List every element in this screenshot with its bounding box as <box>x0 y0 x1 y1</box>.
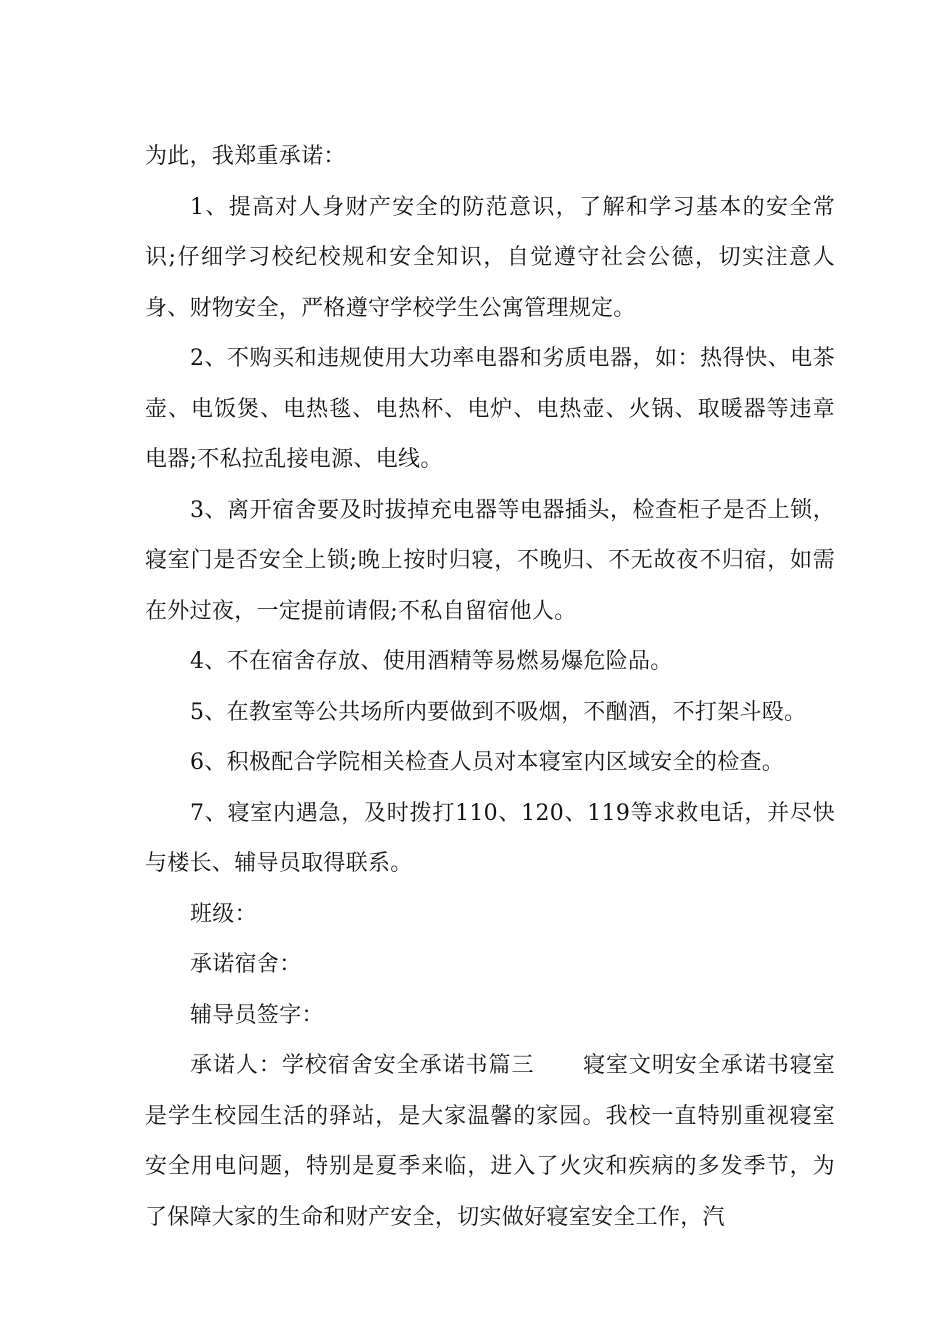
commitment-item-5: 5、在教室等公共场所内要做到不吸烟，不酗酒，不打架斗殴。 <box>190 699 807 725</box>
final-paragraph <box>145 1041 835 1243</box>
final-paragraph-body: 寝室文明安全承诺书寝室是学生校园生活的驿站，是大家温馨的家园。我校一直特别重视寝室安全用电问题，特别是夏季来临，进入了火灾和疾病的多发季节，为了保障大家的生命和财产安全，切实做好寝室安全工作，汽 <box>145 1053 835 1230</box>
commitment-item-3: 3、离开宿舍要及时拔掉充电器等电器插头，检查柜子是否上锁，寝室门是否安全上锁;晚上按时归寝，不晚归、不无故夜不归宿，如需在外过夜，一定提前请假;不私自留宿他人。 <box>145 497 835 624</box>
dorm-label: 承诺宿舍： <box>190 952 302 977</box>
commitment-item-1: 1、提高对人身财产安全的防范意识，了解和学习基本的安全常识;仔细学习校纪校规和安全知识，自觉遵守社会公德，切实注意人身、财物安全，严格遵守学校学生公寓管理规定。 <box>145 194 835 321</box>
commitment-item-7: 7、寝室内遇急，及时拨打110、120、119等求救电话，并尽快与楼长、辅导员取得联系。 <box>145 800 835 876</box>
intro-paragraph: 为此，我郑重承诺： <box>145 144 346 169</box>
class-label: 班级： <box>190 901 257 927</box>
document-body <box>145 132 835 1243</box>
commitment-item-6: 6、积极配合学院相关检查人员对本寝室内区域安全的检查。 <box>190 750 785 775</box>
commitment-item-2: 2、不购买和违规使用大功率电器和劣质电器，如：热得快、电茶壶、电饭煲、电热毯、电热杯、电炉、电热壶、火锅、取暖器等违章电器;不私拉乱接电源、电线。 <box>145 346 835 472</box>
commitment-item-4: 4、不在宿舍存放、使用酒精等易燃易爆危险品。 <box>190 649 673 674</box>
final-paragraph-heading: 承诺人：学校宿舍安全承诺书篇三 <box>190 1053 535 1078</box>
counselor-signature-label: 辅导员签字： <box>190 1002 324 1028</box>
